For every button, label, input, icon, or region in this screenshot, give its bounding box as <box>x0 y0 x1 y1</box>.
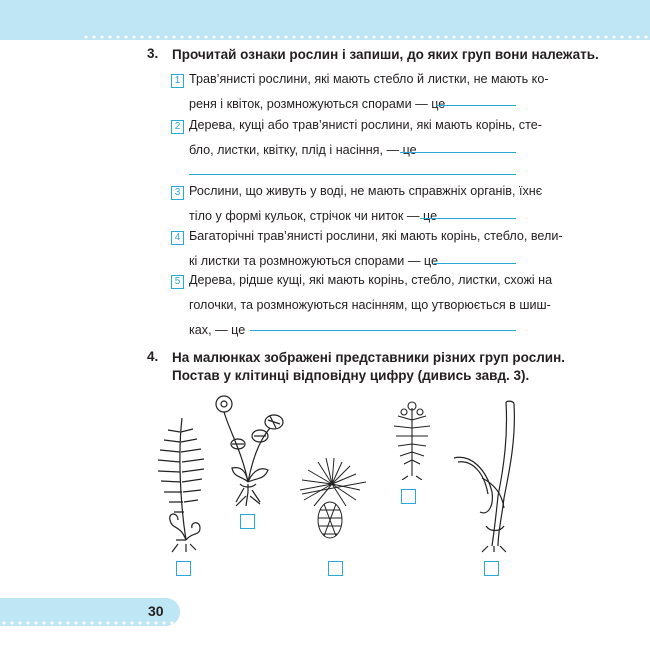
task3-number: 3. <box>147 46 159 61</box>
horsetail-answer-box[interactable] <box>401 489 416 504</box>
fern-icon <box>142 412 222 554</box>
pine-answer-box[interactable] <box>328 561 343 576</box>
page-number: 30 <box>148 603 164 619</box>
pine-branch-icon <box>292 454 374 550</box>
task4-title-line2: Постав у клітинці відповідну цифру (дивись завд. 3). <box>172 368 530 383</box>
item2-answer-line-extra[interactable] <box>189 174 516 175</box>
item5-line1: Дерева, рідше кущі, які мають корінь, стебло, листки, схожі на <box>189 273 553 287</box>
item4-answer-line[interactable] <box>434 263 516 264</box>
horsetail-icon <box>384 398 440 480</box>
item3-line1: Рослини, що живуть у воді, не мають справжніх органів, їхнє <box>189 184 543 198</box>
item3-line2: тіло у формі кульок, стрічок чи ниток — це <box>189 209 438 223</box>
item2-text <box>189 113 542 163</box>
item3-text <box>189 179 543 229</box>
task4-title-line1: На малюнках зображені представники різних груп рослин. <box>172 350 565 365</box>
task3-title: Прочитай ознаки рослин і запиши, до яких груп вони належать. <box>172 47 599 62</box>
algae-answer-box[interactable] <box>484 561 499 576</box>
task4-title <box>172 349 565 385</box>
item2-badge: 2 <box>171 120 184 134</box>
item5-line3: ках, — це <box>189 323 246 337</box>
item2-line2: бло, листки, квітку, плід і насіння, — це <box>189 143 417 157</box>
item5-line2: голочки, та розмножуються насінням, що утворюється в шиш- <box>189 298 551 312</box>
item1-answer-line[interactable] <box>436 105 516 106</box>
flowering-plant-answer-box[interactable] <box>240 514 255 529</box>
item1-line1: Трав’янисті рослини, які мають стебло й листки, не мають ко- <box>189 72 549 86</box>
header-dotted-border <box>82 34 650 40</box>
item3-answer-line[interactable] <box>420 218 516 219</box>
item4-line1: Багаторічні трав’янисті рослини, які мають корінь, стебло, вели- <box>189 229 563 243</box>
item4-line2: кі листки та розмножуються спорами — це <box>189 254 439 268</box>
item1-text <box>189 67 549 117</box>
footer-dotted-border <box>0 620 180 626</box>
flowering-plant-icon <box>212 392 292 510</box>
task4-number: 4. <box>147 349 159 364</box>
item5-text <box>189 268 553 343</box>
item3-badge: 3 <box>171 186 184 200</box>
item2-line1: Дерева, кущі або трав’янисті рослини, які мають корінь, сте- <box>189 118 542 132</box>
item5-answer-line[interactable] <box>250 330 516 331</box>
fern-answer-box[interactable] <box>176 561 191 576</box>
item2-answer-line[interactable] <box>400 152 516 153</box>
item5-badge: 5 <box>171 275 184 289</box>
item1-line2: реня і квіток, розмножуються спорами — це <box>189 97 446 111</box>
item4-badge: 4 <box>171 231 184 245</box>
item1-badge: 1 <box>171 74 184 88</box>
algae-icon <box>448 396 528 554</box>
item4-text <box>189 224 563 274</box>
